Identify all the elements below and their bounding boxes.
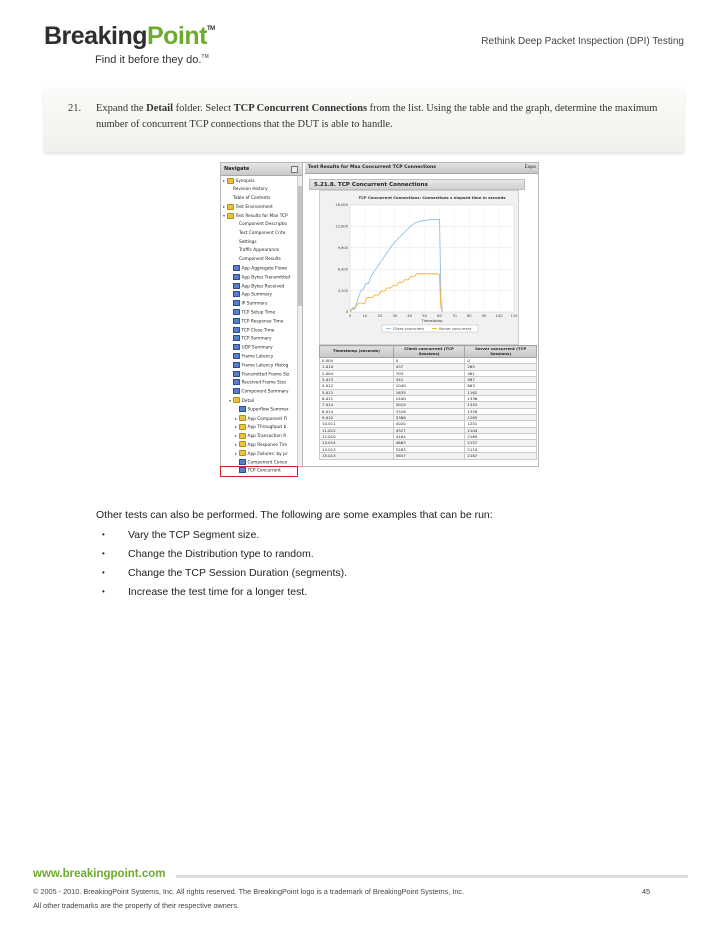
- x-tick-label: 10: [362, 314, 368, 318]
- table-cell: 5283: [393, 446, 465, 452]
- step-bold-tcp-concurrent: TCP Concurrent Connections: [233, 103, 368, 114]
- x-tick-label: 20: [377, 314, 383, 318]
- step-text-part: folder. Select: [172, 103, 234, 114]
- table-cell: 1251: [465, 421, 537, 427]
- tree-item-label: Received Frame Size: [241, 380, 286, 386]
- tree-item-label: App Component Fl: [247, 416, 288, 422]
- x-tick-label: 90: [481, 314, 487, 318]
- tree-item[interactable]: [221, 265, 297, 274]
- bullet-dot: •: [102, 549, 105, 558]
- tree-item[interactable]: [221, 379, 297, 388]
- table-cell: 3316: [393, 408, 465, 414]
- tree-item[interactable]: [221, 300, 297, 309]
- tree-item-label: UDP Summary: [241, 345, 273, 351]
- table-cell: 703: [393, 370, 465, 376]
- results-table: [319, 345, 537, 460]
- tree-item[interactable]: [221, 406, 297, 415]
- table-cell: 8.014: [320, 408, 394, 414]
- table-cell: 0.004: [320, 358, 394, 364]
- table-cell: 2104: [465, 427, 537, 433]
- tree-item[interactable]: [221, 203, 297, 212]
- footer-rule: [176, 875, 688, 878]
- tree-item[interactable]: [221, 327, 297, 336]
- tree-item-label: TCP Summary: [241, 336, 272, 342]
- table-cell: 11.012: [320, 427, 394, 433]
- folder-icon: [233, 397, 240, 403]
- table-cell: 15.013: [320, 453, 394, 459]
- expand-toggle-icon[interactable]: ▸: [235, 415, 238, 421]
- folder-icon: [227, 178, 234, 184]
- tree-item-label: Test Results for Max TCP: [235, 214, 288, 220]
- tree-item-label: App Failures: by pr: [247, 451, 288, 457]
- tree-item[interactable]: [221, 291, 297, 300]
- folder-icon: [239, 433, 246, 439]
- y-tick-label: 12,800: [335, 224, 348, 229]
- expand-toggle-icon[interactable]: ▸: [235, 450, 238, 456]
- scrollbar-thumb[interactable]: [298, 186, 302, 306]
- y-tick-label: 3,200: [337, 288, 348, 293]
- tree-item-label: Detail: [241, 398, 255, 404]
- section-title: 5.21.8. TCP Concurrent Connections: [309, 179, 525, 190]
- x-tick-label: 50: [422, 314, 427, 318]
- expand-toggle-icon[interactable]: ▾: [223, 213, 226, 219]
- tree-item-label: Synopsis: [235, 179, 255, 184]
- table-cell: 10.011: [320, 421, 394, 427]
- table-cell: 1328: [465, 408, 537, 414]
- graph-icon: [233, 371, 240, 377]
- x-tick-label: 70: [452, 314, 457, 318]
- graph-icon: [233, 318, 240, 324]
- content-header: [305, 163, 538, 174]
- bullet-dot: •: [102, 568, 105, 577]
- tree-item-label: Component Descriptio: [239, 221, 288, 227]
- folder-icon: [239, 450, 246, 456]
- step-number: 21.: [68, 103, 82, 114]
- table-cell: 481: [465, 370, 537, 376]
- table-cell: 4327: [393, 427, 465, 433]
- graph-icon: [233, 335, 240, 341]
- table-body: [320, 358, 537, 460]
- website-link[interactable]: www.breakingpoint.com: [33, 868, 166, 880]
- chart-svg: [320, 191, 520, 346]
- table-cell: 2187: [465, 453, 537, 459]
- table-cell: 4663: [393, 440, 465, 446]
- x-axis-label: Timestamp: [421, 318, 443, 323]
- tree-item[interactable]: [221, 195, 297, 204]
- column-header[interactable]: Client concurrent (TCP Sessions): [393, 346, 465, 358]
- graph-icon: [239, 406, 246, 412]
- tree-item-label: App Bytes Received: [241, 284, 285, 290]
- tree-item[interactable]: [221, 353, 297, 362]
- step-21: [68, 101, 668, 133]
- x-tick-label: 40: [407, 314, 412, 318]
- column-header[interactable]: Server concurrent (TCP Sessions): [465, 346, 537, 358]
- folder-icon: [239, 415, 246, 421]
- table-cell: 863: [465, 383, 537, 389]
- table-cell: 1285: [465, 415, 537, 421]
- expand-toggle-icon[interactable]: ▸: [223, 204, 226, 210]
- table-cell: 3386: [393, 415, 465, 421]
- y-tick-label: 0: [345, 310, 348, 315]
- header-title: Rethink Deep Packet Inspection (DPI) Testing: [481, 36, 684, 47]
- graph-icon: [233, 388, 240, 394]
- table-cell: 3.013: [320, 377, 394, 383]
- bullet-dot: •: [102, 587, 105, 596]
- tree-item[interactable]: [221, 309, 297, 318]
- tree-item-label: Settings: [239, 239, 257, 245]
- tree-item[interactable]: [221, 441, 297, 450]
- graph-icon: [233, 362, 240, 368]
- tree-item[interactable]: [221, 432, 297, 441]
- table-cell: 12.010: [320, 434, 394, 440]
- tree-item[interactable]: [221, 256, 297, 265]
- tree-item-label: Superflow Summar: [247, 407, 289, 413]
- graph-icon: [233, 309, 240, 315]
- navigate-panel: [221, 163, 303, 474]
- tree-item[interactable]: [221, 274, 297, 283]
- table-cell: 4020: [393, 421, 465, 427]
- expand-toggle-icon[interactable]: ▸: [235, 441, 238, 447]
- step-text-part: from the list. Using the table and the graph, determine the maximum number of concurrent TCP connections that the DUT is able to handle.: [96, 103, 658, 130]
- folder-icon: [239, 441, 246, 447]
- tree-item-label: App Bytes Transmitted: [241, 275, 291, 281]
- tree-item-label: App Aggregate Flows: [241, 266, 288, 272]
- concurrent-connections-chart: [319, 190, 519, 345]
- copyright-text: © 2005 - 2010. BreakingPoint Systems, Inc. All rights reserved. The BreakingPoint logo is a trademark of BreakingPoint Systems, Inc.: [33, 887, 465, 896]
- table-cell: 5.012: [320, 389, 394, 395]
- tree-item[interactable]: [221, 344, 297, 353]
- table-cell: 4.012: [320, 383, 394, 389]
- tree-item[interactable]: [221, 335, 297, 344]
- report-screenshot: [220, 162, 539, 474]
- tree-item-label: Test Environment: [235, 205, 273, 211]
- expand-toggle-icon[interactable]: ▾: [229, 397, 232, 403]
- tree-item-label: Traffic Appearance: [239, 248, 280, 254]
- table-cell: 3019: [393, 402, 465, 408]
- table-cell: 0: [393, 358, 465, 364]
- tree-item[interactable]: [221, 415, 297, 424]
- folder-icon: [227, 204, 234, 210]
- navigate-header: [221, 163, 302, 176]
- legend-label: Client concurrent: [393, 326, 424, 331]
- tree-item-label: TCP Concurrent: [247, 468, 281, 474]
- tree-item-label: App Throughput b: [247, 425, 287, 431]
- x-tick-label: 0: [348, 314, 352, 318]
- tree-item-label: App Response Tim: [247, 442, 288, 448]
- x-tick-label: 110: [510, 314, 518, 318]
- expand-toggle-icon[interactable]: ▸: [235, 424, 238, 430]
- table-cell: 1162: [465, 389, 537, 395]
- folder-icon: [239, 424, 246, 430]
- table-cell: 9.012: [320, 415, 394, 421]
- table-cell: 1.010: [320, 364, 394, 370]
- graph-icon: [239, 459, 246, 465]
- y-tick-label: 9,600: [337, 246, 348, 250]
- table-cell: 587: [465, 377, 537, 383]
- export-button[interactable]: Expo: [524, 165, 536, 170]
- tree-item[interactable]: [221, 247, 297, 256]
- tree-item[interactable]: [221, 221, 297, 230]
- legend-label: Server concurrent: [439, 326, 472, 331]
- tree-item-label: TCP Setup Time: [241, 310, 276, 316]
- graph-icon: [233, 344, 240, 350]
- tree-item-label: IP Summary: [241, 301, 268, 307]
- graph-icon: [233, 327, 240, 333]
- graph-icon: [233, 300, 240, 306]
- content-title: Test Results for Max Concurrent TCP Connections: [308, 165, 436, 170]
- x-tick-label: 80: [466, 314, 472, 318]
- table-cell: 13.014: [320, 440, 394, 446]
- tree-item-label: Component Results: [239, 257, 281, 263]
- table-row: [320, 453, 537, 459]
- table-cell: 1635: [393, 389, 465, 395]
- step-text-part: Expand the: [96, 103, 147, 114]
- table-cell: 1343: [465, 402, 537, 408]
- bullet-dot: •: [102, 530, 105, 539]
- table-cell: 4164: [393, 434, 465, 440]
- graph-icon: [233, 353, 240, 359]
- chart-title: TCP Concurrent Connections: Connections x elapsed time in seconds: [358, 195, 506, 200]
- bullet-text: Increase the test time for a longer test.: [128, 586, 308, 598]
- intro-paragraph: Other tests can also be performed. The following are some examples that can be run:: [96, 509, 493, 521]
- table-cell: 2114: [465, 446, 537, 452]
- tree-item[interactable]: [221, 177, 297, 186]
- tree-item[interactable]: [221, 459, 297, 468]
- table-cell: 7.014: [320, 402, 394, 408]
- x-tick-label: 100: [495, 314, 503, 318]
- table-cell: 437: [393, 364, 465, 370]
- tree-item[interactable]: [221, 371, 297, 380]
- table-cell: 1040: [393, 383, 465, 389]
- x-tick-label: 30: [392, 314, 398, 318]
- table-cell: 342: [393, 377, 465, 383]
- bullet-text: Vary the TCP Segment size.: [128, 529, 260, 541]
- nav-scrollbar[interactable]: [297, 176, 302, 466]
- graph-icon: [233, 265, 240, 271]
- table-cell: 5657: [393, 453, 465, 459]
- tagline-text: Find it before they do.: [95, 54, 202, 66]
- tree-item-label: Test Component Crite: [239, 230, 286, 236]
- table-cell: 265: [465, 364, 537, 370]
- expand-toggle-icon[interactable]: ▸: [235, 433, 238, 439]
- tree-item-label: Frame Latency Histog: [241, 363, 289, 369]
- tree-item[interactable]: [221, 388, 297, 397]
- graph-icon: [233, 379, 240, 385]
- graph-icon: [233, 283, 240, 289]
- tree-item[interactable]: [221, 283, 297, 292]
- tree-item-label: Component Summary: [241, 389, 289, 395]
- table-cell: 0: [465, 358, 537, 364]
- x-tick-label: 60: [437, 314, 442, 318]
- table-cell: 14.013: [320, 446, 394, 452]
- step-bold-detail: Detail: [146, 103, 173, 114]
- table-cell: 2169: [465, 434, 537, 440]
- table-cell: 2.004: [320, 370, 394, 376]
- tree-item-label: App Transaction R: [247, 434, 287, 440]
- expand-toggle-icon[interactable]: ▸: [223, 178, 226, 183]
- tree-item[interactable]: [221, 362, 297, 371]
- close-icon[interactable]: [291, 166, 298, 173]
- tree-item[interactable]: [221, 186, 297, 195]
- y-tick-label: 16,000: [335, 203, 348, 208]
- tree-item[interactable]: [221, 212, 297, 221]
- tree-item[interactable]: [221, 230, 297, 239]
- tree-item-label: Revision History: [233, 186, 268, 192]
- tree-item[interactable]: [221, 318, 297, 327]
- page-number: 45: [642, 887, 651, 896]
- folder-icon: [227, 213, 234, 219]
- logo-trademark: TM: [206, 26, 215, 32]
- report-content: [305, 163, 538, 466]
- tree-item-label: Table of Contents: [233, 195, 271, 201]
- navigate-title: Navigate: [224, 166, 250, 172]
- tree-item-label: TCP Close Time: [241, 328, 275, 334]
- table-cell: 1336: [465, 396, 537, 402]
- table-cell: 2157: [465, 440, 537, 446]
- step-text: [68, 101, 668, 133]
- tree-item[interactable]: [221, 450, 297, 459]
- tree-item-label: TCP Response Time: [241, 319, 284, 325]
- tree-item[interactable]: [221, 239, 297, 248]
- bullet-text: Change the TCP Session Duration (segments).: [128, 567, 348, 579]
- bullet-text: Change the Distribution type to random.: [128, 548, 314, 560]
- table-header-row: [320, 346, 537, 358]
- column-header[interactable]: Timestamp (seconds): [320, 346, 394, 358]
- tree-item-label: Frame Latency: [241, 354, 274, 360]
- tagline: [95, 54, 209, 66]
- tree-item[interactable]: [221, 467, 297, 476]
- logo-word-breaking: Breaking: [44, 22, 147, 50]
- tree-item-label: App Summary: [241, 292, 273, 298]
- trademark-notice: All other trademarks are the property of their respective owners.: [33, 901, 240, 910]
- tagline-trademark: TM: [201, 54, 209, 60]
- breakingpoint-logo: [44, 22, 215, 51]
- logo-word-point: Point: [146, 22, 207, 50]
- tree-item[interactable]: [221, 423, 297, 432]
- graph-icon: [233, 274, 240, 280]
- tree-item[interactable]: [221, 397, 297, 406]
- table-cell: 6.011: [320, 396, 394, 402]
- table-cell: 2440: [393, 396, 465, 402]
- graph-icon: [233, 291, 240, 297]
- tree-item-label: Transmitted Frame Siz: [241, 372, 290, 378]
- navigation-tree: [221, 177, 297, 476]
- tree-item-label: Component Conco: [247, 460, 288, 465]
- graph-icon: [239, 467, 246, 473]
- y-tick-label: 6,400: [337, 267, 348, 272]
